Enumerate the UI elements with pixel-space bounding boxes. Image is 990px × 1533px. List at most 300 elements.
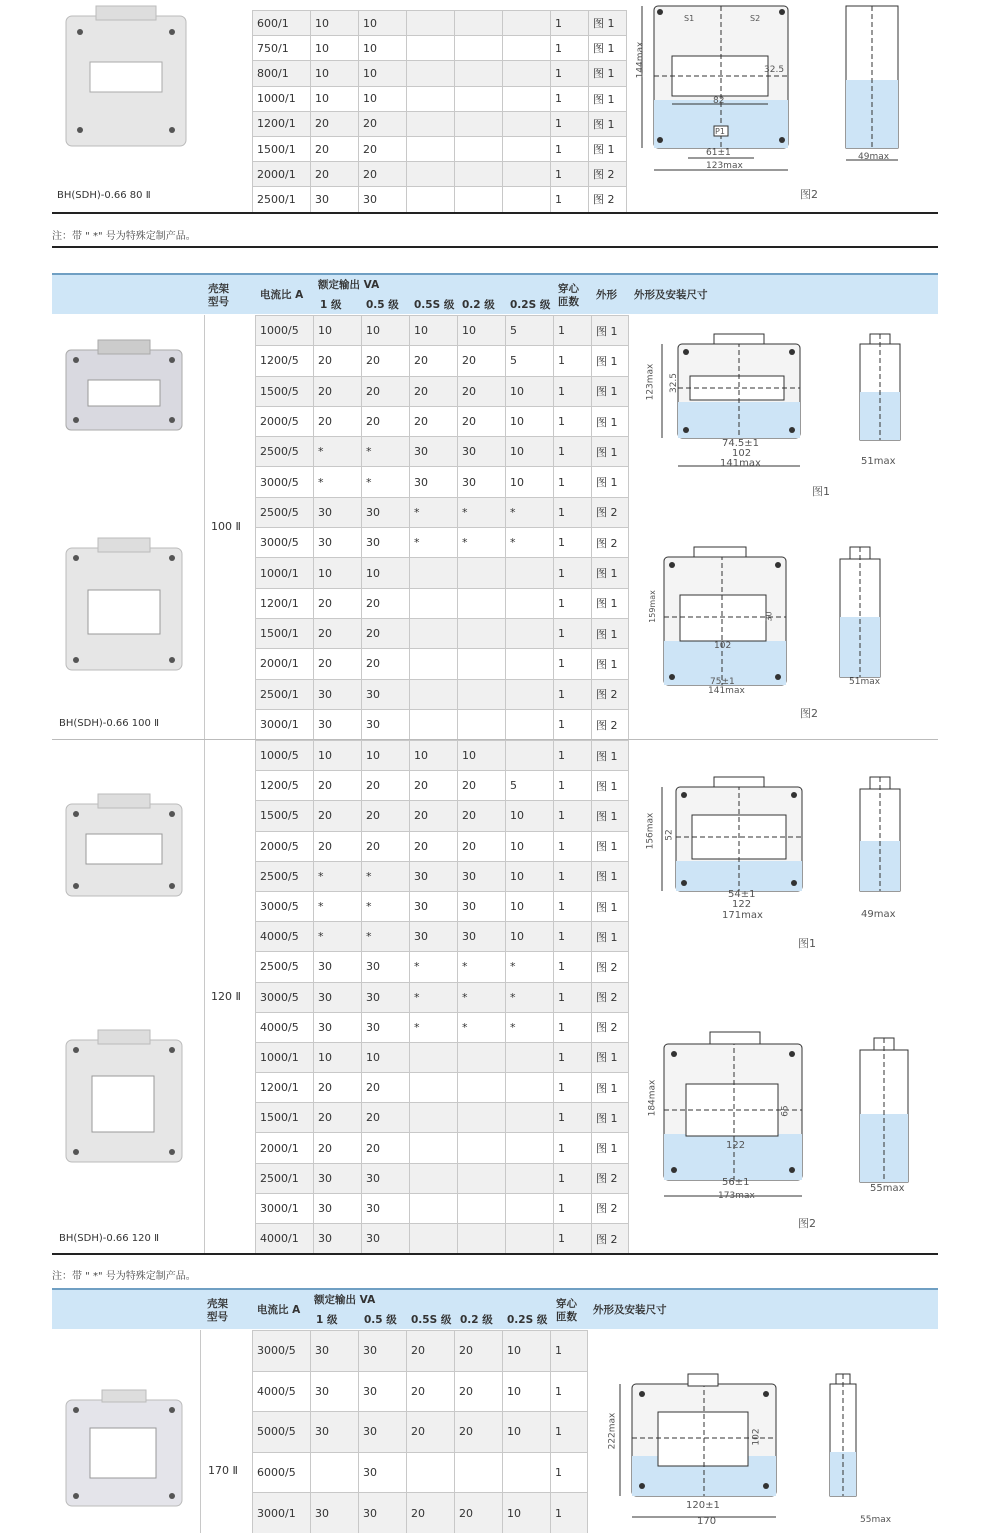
table-row	[256, 1012, 629, 1042]
table-cell: 10	[359, 11, 407, 36]
table-row	[253, 1412, 588, 1453]
table-row	[256, 649, 629, 679]
table-cell: 1500/1	[253, 136, 311, 161]
table-cell: 30	[362, 982, 410, 1012]
spec-table-80	[252, 10, 627, 213]
table-cell: 20	[311, 136, 359, 161]
dim-100-2-a: 75±1	[710, 677, 735, 687]
table-cell: 3000/5	[256, 467, 314, 497]
table-cell: 2500/1	[256, 679, 314, 709]
table-cell: 10	[359, 86, 407, 111]
dim-120-1-a: 54±1	[728, 889, 756, 900]
table-cell	[506, 1224, 554, 1254]
table-cell: 图 2	[589, 162, 627, 187]
table-cell: 30	[314, 679, 362, 709]
table-cell: 1	[554, 1163, 592, 1193]
spec-table-100	[255, 315, 629, 740]
table-cell: 800/1	[253, 61, 311, 86]
table-row	[253, 61, 627, 86]
table-cell: 图 2	[592, 982, 629, 1012]
table-cell: 图 2	[592, 1193, 629, 1223]
table-cell	[455, 111, 503, 136]
table-cell: 1	[551, 1452, 588, 1493]
table-cell: 30	[458, 922, 506, 952]
spec-table-170	[252, 1330, 588, 1533]
table-cell: 30	[362, 1163, 410, 1193]
header-class-2: 0.5 级	[364, 1314, 397, 1326]
note-80: 注：带 " *" 号为特殊定制产品。	[52, 231, 196, 242]
table-cell: 30	[359, 1412, 407, 1453]
table-cell: 图 1	[589, 136, 627, 161]
table-cell	[503, 187, 551, 212]
table-cell: 20	[455, 1493, 503, 1533]
table-cell: 20	[410, 831, 458, 861]
table-cell: 30	[410, 861, 458, 891]
table-cell: 3000/1	[256, 1193, 314, 1223]
table-cell: 20	[410, 406, 458, 436]
table-cell: 2500/5	[256, 861, 314, 891]
table-row	[253, 1493, 588, 1533]
table-cell	[407, 36, 455, 61]
table-cell	[410, 1163, 458, 1193]
table-row	[256, 618, 629, 648]
table-cell	[506, 618, 554, 648]
table-cell	[506, 1042, 554, 1072]
table-cell: 1	[554, 1042, 592, 1072]
table-cell: 30	[362, 497, 410, 527]
table-row	[256, 1224, 629, 1254]
table-cell: 10	[362, 316, 410, 346]
header-shape: 外形	[596, 289, 617, 301]
table-cell: 10	[503, 1371, 551, 1412]
table-cell: 1	[554, 1073, 592, 1103]
table-cell: 30	[458, 891, 506, 921]
table-cell: 30	[359, 1331, 407, 1372]
table-cell	[506, 679, 554, 709]
table-cell: 10	[362, 1042, 410, 1072]
table-cell: *	[506, 982, 554, 1012]
dim-100-1-side: 51max	[861, 456, 896, 467]
table-cell: 10	[362, 558, 410, 588]
table-row	[256, 406, 629, 436]
dim-120-1-b: 122	[732, 899, 752, 910]
table-cell: 30	[314, 1163, 362, 1193]
dim-120-2-side: 55max	[870, 1183, 905, 1194]
table-cell	[455, 86, 503, 111]
table-cell: 20	[455, 1331, 503, 1372]
table-cell: 10	[314, 316, 362, 346]
table-cell	[458, 1163, 506, 1193]
dim-100-1-d: 32.5	[669, 372, 680, 394]
dim-80-s2: S2	[750, 14, 761, 23]
table-cell: 1	[551, 1412, 588, 1453]
table-cell: 1	[554, 952, 592, 982]
table-cell: 1	[551, 111, 589, 136]
table-cell: *	[410, 1012, 458, 1042]
table-cell: 3000/1	[253, 1493, 311, 1533]
note-120: 注：带 " *" 号为特殊定制产品。	[52, 1271, 196, 1282]
drawing-100-fig1-side	[856, 330, 906, 470]
table-cell: 5	[506, 316, 554, 346]
table-cell: 20	[314, 588, 362, 618]
table-cell: 10	[506, 801, 554, 831]
table-cell: 1	[551, 1331, 588, 1372]
dim-100-2-c: 141max	[708, 686, 745, 696]
table-cell: 20	[407, 1331, 455, 1372]
table-cell	[410, 1103, 458, 1133]
table-cell: 2500/1	[253, 187, 311, 212]
table-cell: 5	[506, 346, 554, 376]
table-cell: 20	[314, 1073, 362, 1103]
table-cell: 2000/1	[256, 1133, 314, 1163]
table-cell: 1	[551, 36, 589, 61]
table-cell: *	[458, 1012, 506, 1042]
table-cell: 1200/1	[256, 1073, 314, 1103]
table-cell	[458, 618, 506, 648]
table-cell	[506, 709, 554, 739]
table-row	[256, 891, 629, 921]
table-cell: 2000/1	[256, 649, 314, 679]
table-cell: 图 1	[592, 467, 629, 497]
fig-label-120-2: 图2	[798, 1217, 816, 1230]
table-row	[253, 162, 627, 187]
table-cell: 图 1	[592, 346, 629, 376]
table-row	[256, 528, 629, 558]
table-cell: 30	[362, 709, 410, 739]
header-ratio: 电流比 A	[257, 1304, 301, 1316]
table-cell: 图 2	[592, 1163, 629, 1193]
table-row	[256, 952, 629, 982]
table-row	[256, 922, 629, 952]
dim-120-1-d: 52	[664, 829, 675, 841]
dim-120-2-d: 65	[780, 1105, 791, 1117]
table-cell: 4000/5	[253, 1371, 311, 1412]
table-cell: 1	[551, 61, 589, 86]
table-cell	[455, 61, 503, 86]
table-cell: 1000/5	[256, 316, 314, 346]
table-cell	[506, 1133, 554, 1163]
table-cell: 30	[359, 1371, 407, 1412]
table-cell: 3000/5	[256, 891, 314, 921]
table-row	[253, 1331, 588, 1372]
drawing-100-fig2-front	[647, 545, 810, 695]
table-cell: 1	[554, 891, 592, 921]
header-class-1: 1 级	[320, 299, 342, 311]
table-cell: *	[314, 922, 362, 952]
header-turns: 穿心 匝数	[556, 1298, 577, 1323]
table-cell: 30	[362, 1224, 410, 1254]
table-cell	[458, 1224, 506, 1254]
table-row	[256, 1103, 629, 1133]
table-cell: *	[362, 861, 410, 891]
table-cell: 3000/5	[256, 982, 314, 1012]
table-header-100	[52, 273, 938, 314]
table-cell: 20	[314, 1103, 362, 1133]
table-cell: 20	[362, 346, 410, 376]
table-cell: 10	[458, 316, 506, 346]
table-cell: 10	[506, 406, 554, 436]
dim-80-w2: 61±1	[706, 148, 731, 158]
table-cell: 20	[359, 162, 407, 187]
table-cell: 5000/5	[253, 1412, 311, 1453]
product-image-120a	[62, 790, 186, 900]
table-cell	[407, 61, 455, 86]
table-cell: 图 2	[592, 528, 629, 558]
table-cell: 2500/5	[256, 437, 314, 467]
table-cell: 10	[311, 11, 359, 36]
table-cell: *	[362, 922, 410, 952]
drawing-120-fig2-front	[650, 1030, 820, 1200]
table-cell: *	[506, 528, 554, 558]
table-cell: 1	[554, 801, 592, 831]
fig-label-100-1: 图1	[812, 485, 830, 498]
table-cell: 30	[314, 952, 362, 982]
table-cell: 1	[554, 709, 592, 739]
table-row	[253, 111, 627, 136]
table-cell: 20	[458, 771, 506, 801]
shell-100: 100 Ⅱ	[211, 520, 241, 533]
table-cell: 图 1	[592, 771, 629, 801]
table-cell	[410, 709, 458, 739]
drawing-80-side	[840, 0, 904, 170]
table-cell: 1	[554, 922, 592, 952]
table-cell: 1500/5	[256, 376, 314, 406]
dim-170-h: 222max	[607, 1412, 618, 1450]
table-cell	[410, 588, 458, 618]
drawing-100-fig2-side	[836, 545, 886, 685]
table-row	[256, 679, 629, 709]
table-cell: 1	[554, 771, 592, 801]
table-cell: 图 1	[589, 11, 627, 36]
table-cell	[455, 36, 503, 61]
drawing-170-side	[824, 1372, 864, 1522]
table-cell	[503, 61, 551, 86]
table-row	[256, 831, 629, 861]
table-cell: 图 1	[592, 649, 629, 679]
table-cell	[506, 1193, 554, 1223]
shell-divider	[204, 315, 205, 739]
table-cell: 图 1	[592, 1103, 629, 1133]
table-cell: 10	[359, 36, 407, 61]
dim-170-b: 170	[697, 1516, 717, 1527]
table-cell: 20	[362, 376, 410, 406]
dim-170-side: 55max	[860, 1515, 892, 1525]
table-cell: 30	[359, 187, 407, 212]
table-cell: 1	[554, 649, 592, 679]
header-rated: 额定输出 VA	[314, 1294, 376, 1306]
table-cell	[410, 1073, 458, 1103]
table-cell: 20	[455, 1412, 503, 1453]
table-cell	[455, 1452, 503, 1493]
table-cell: 20	[455, 1371, 503, 1412]
table-row	[256, 982, 629, 1012]
table-cell	[407, 187, 455, 212]
table-cell: 1	[554, 376, 592, 406]
table-cell: 1	[554, 497, 592, 527]
table-cell: *	[458, 497, 506, 527]
table-cell: 10	[506, 376, 554, 406]
table-cell: 20	[458, 346, 506, 376]
shell-divider	[204, 740, 205, 1253]
dim-170-d: 102	[751, 1428, 762, 1446]
table-cell: 1	[554, 741, 592, 771]
table-cell: 30	[362, 952, 410, 982]
table-row	[256, 1073, 629, 1103]
table-cell: 10	[311, 61, 359, 86]
table-cell: 20	[458, 801, 506, 831]
table-cell: 图 2	[592, 1012, 629, 1042]
table-cell: 2500/1	[256, 1163, 314, 1193]
header-shell: 壳架 型号	[207, 1298, 228, 1323]
table-cell: *	[314, 467, 362, 497]
table-cell: 30	[314, 1012, 362, 1042]
table-cell	[407, 1452, 455, 1493]
table-cell: 图 1	[592, 588, 629, 618]
table-cell: *	[314, 437, 362, 467]
table-cell: 30	[359, 1493, 407, 1533]
table-cell	[458, 558, 506, 588]
table-cell: *	[362, 467, 410, 497]
table-cell: 20	[362, 618, 410, 648]
table-cell	[506, 588, 554, 618]
table-cell: 图 1	[592, 376, 629, 406]
table-cell: 1	[554, 346, 592, 376]
table-cell: 4000/1	[256, 1224, 314, 1254]
table-cell: 2000/1	[253, 162, 311, 187]
table-cell: 图 1	[592, 1133, 629, 1163]
dim-120-2-h: 184max	[647, 1079, 658, 1117]
table-cell	[407, 11, 455, 36]
table-cell	[503, 1452, 551, 1493]
table-cell	[458, 1133, 506, 1163]
table-cell: 图 1	[592, 558, 629, 588]
table-cell: 30	[314, 982, 362, 1012]
table-cell: 10	[314, 558, 362, 588]
table-row	[256, 1042, 629, 1072]
table-cell: 30	[311, 1493, 359, 1533]
table-cell	[506, 741, 554, 771]
table-cell: 20	[314, 406, 362, 436]
table-row	[253, 86, 627, 111]
fig-label-80: 图2	[800, 188, 818, 201]
table-row	[256, 558, 629, 588]
table-cell: 20	[407, 1493, 455, 1533]
table-cell: 1	[554, 982, 592, 1012]
drawing-120-fig1-front	[650, 775, 810, 925]
table-cell: *	[506, 497, 554, 527]
table-cell: 1	[554, 437, 592, 467]
table-cell: 1200/1	[256, 588, 314, 618]
table-cell: 30	[362, 528, 410, 558]
table-cell: 2500/5	[256, 952, 314, 982]
table-cell: 图 1	[592, 406, 629, 436]
table-cell: 30	[410, 891, 458, 921]
table-cell: 30	[410, 437, 458, 467]
table-cell: 1	[554, 1103, 592, 1133]
table-cell: 图 1	[592, 437, 629, 467]
header-class-1: 1 级	[316, 1314, 338, 1326]
table-row	[256, 741, 629, 771]
table-cell	[458, 649, 506, 679]
table-cell: 图 1	[589, 111, 627, 136]
table-cell: 3000/5	[256, 528, 314, 558]
table-cell: *	[314, 891, 362, 921]
table-cell	[410, 558, 458, 588]
dim-120-1-c: 171max	[722, 910, 763, 921]
table-cell: 750/1	[253, 36, 311, 61]
dim-100-2-h: 159max	[647, 590, 657, 623]
dim-120-2-b: 122	[726, 1140, 746, 1151]
spec-table-120	[255, 740, 629, 1254]
header-dims: 外形及安装尺寸	[593, 1304, 667, 1316]
dim-120-1-h: 156max	[645, 812, 656, 850]
table-cell: 图 1	[592, 741, 629, 771]
table-row	[256, 1193, 629, 1223]
table-cell: 图 1	[592, 922, 629, 952]
table-cell: 20	[314, 801, 362, 831]
table-cell: *	[362, 437, 410, 467]
table-cell: 图 2	[592, 497, 629, 527]
table-row	[256, 376, 629, 406]
table-row	[256, 497, 629, 527]
table-cell: *	[362, 891, 410, 921]
table-cell: 20	[362, 771, 410, 801]
table-cell: *	[506, 1012, 554, 1042]
dim-120-1-side: 49max	[861, 909, 896, 920]
table-cell: 10	[506, 467, 554, 497]
shell-divider	[200, 1330, 201, 1533]
table-cell: 1	[551, 1493, 588, 1533]
dim-80-p1: P1	[715, 127, 725, 136]
table-cell: 图 1	[592, 861, 629, 891]
table-cell: 1	[554, 316, 592, 346]
table-cell: 1	[551, 136, 589, 161]
table-cell: 10	[503, 1493, 551, 1533]
table-cell: *	[506, 952, 554, 982]
table-cell: 20	[311, 162, 359, 187]
table-cell: 1	[554, 528, 592, 558]
table-row	[253, 1371, 588, 1412]
table-cell: 1	[551, 187, 589, 212]
table-cell: 20	[362, 1103, 410, 1133]
table-cell: 30	[410, 922, 458, 952]
table-cell: 20	[407, 1371, 455, 1412]
table-row	[253, 36, 627, 61]
table-cell: 30	[311, 1371, 359, 1412]
dim-170-a: 120±1	[686, 1500, 720, 1511]
table-cell: 1	[554, 406, 592, 436]
table-cell: 4000/5	[256, 922, 314, 952]
table-cell	[410, 618, 458, 648]
table-cell: 20	[410, 346, 458, 376]
drawing-100-fig1-front	[650, 330, 810, 470]
table-cell: 20	[314, 649, 362, 679]
table-cell	[407, 162, 455, 187]
table-cell: 1	[551, 1371, 588, 1412]
table-cell	[503, 11, 551, 36]
header-class-3: 0.5S 级	[411, 1314, 452, 1326]
table-cell: 30	[458, 437, 506, 467]
table-cell: 1	[554, 618, 592, 648]
table-cell: 30	[311, 1331, 359, 1372]
header-ratio: 电流比 A	[260, 289, 304, 301]
table-cell: 1	[554, 861, 592, 891]
dim-80-side: 49max	[858, 152, 890, 162]
table-cell: 1500/5	[256, 801, 314, 831]
header-class-5: 0.2S 级	[507, 1314, 548, 1326]
table-cell: 10	[314, 1042, 362, 1072]
table-row	[253, 11, 627, 36]
